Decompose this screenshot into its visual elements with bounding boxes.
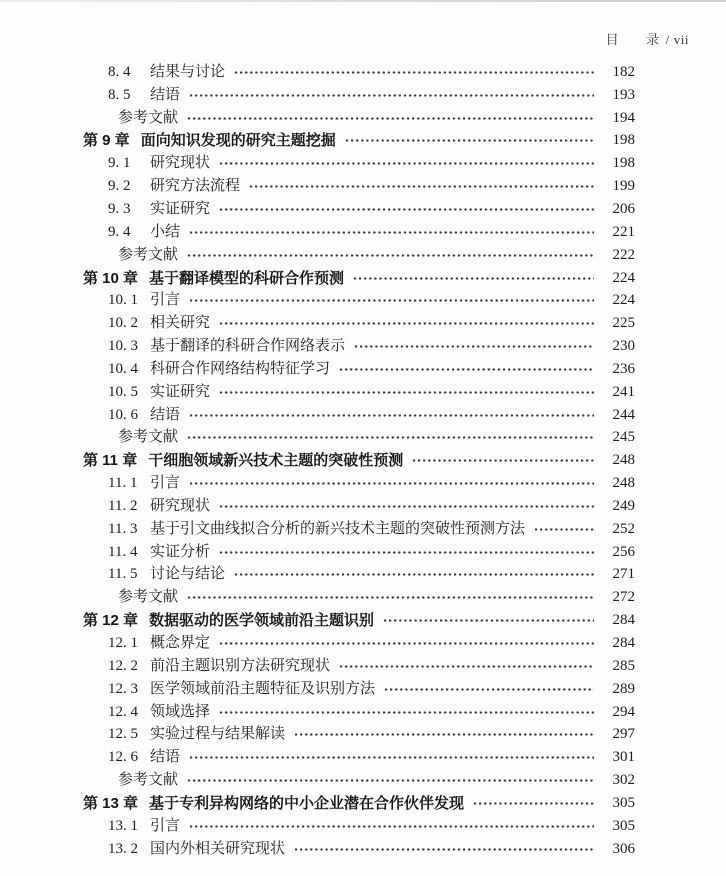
entry-page-number: 222: [612, 246, 635, 263]
dot-leader: [294, 731, 594, 738]
entry-page-number: 284: [612, 635, 635, 652]
toc-reference-row: [0, 586, 726, 609]
entry-number: 11. 4: [108, 543, 138, 560]
chapter-label: 第 10 章: [83, 269, 139, 287]
chapter-label: 第 12 章: [83, 612, 139, 630]
toc-section-row: [0, 541, 726, 564]
entry-page-number: 301: [612, 749, 635, 766]
entry-number: 12. 5: [108, 726, 138, 743]
dot-leader: [187, 115, 594, 122]
entry-title: 数据驱动的医学领域前沿主题识别: [149, 612, 375, 630]
chapter-label: 第 11 章: [83, 452, 138, 470]
entry-page-number: 225: [612, 315, 635, 332]
entry-number: 10. 4: [108, 360, 138, 377]
entry-page-number: 236: [612, 360, 635, 377]
toc-section-row: [0, 312, 726, 335]
entry-number: 9. 1: [108, 155, 131, 172]
dot-leader: [219, 503, 594, 510]
scan-edge-line: [0, 0, 726, 2]
entry-title: 概念界定: [150, 635, 211, 652]
entry-number: 10. 6: [108, 406, 138, 423]
header-title: 目 录: [605, 32, 660, 47]
entry-page-number: 206: [612, 200, 635, 217]
dot-leader: [187, 434, 594, 441]
dot-leader: [219, 640, 594, 647]
dot-leader: [219, 206, 594, 213]
entry-page-number: 199: [612, 178, 635, 195]
entry-number: 12. 2: [108, 657, 138, 674]
entry-page-number: 193: [612, 86, 635, 103]
entry-page-number: 272: [612, 589, 635, 606]
entry-page-number: 284: [612, 612, 635, 629]
header-page-number: vii: [673, 32, 689, 47]
entry-title: 医学领域前沿主题特征及识别方法: [150, 680, 376, 697]
entry-number: 10. 5: [108, 383, 138, 400]
entry-title: 国内外相关研究现状: [150, 840, 286, 857]
entry-page-number: 248: [612, 452, 635, 469]
entry-number: 13. 1: [108, 817, 138, 834]
dot-leader: [339, 366, 594, 373]
chapter-label: 第 13 章: [83, 794, 139, 812]
toc-chapter-row: [0, 609, 726, 632]
toc-section-row: [0, 61, 726, 84]
dot-leader: [219, 160, 594, 167]
entry-number: 13. 2: [108, 840, 138, 857]
entry-page-number: 224: [612, 292, 635, 309]
entry-number: 9. 3: [108, 200, 131, 217]
entry-number: 11. 2: [108, 497, 138, 514]
entry-title: 领域选择: [150, 703, 211, 720]
entry-number: 9. 2: [108, 178, 131, 195]
dot-leader: [189, 480, 594, 487]
page-header: [591, 13, 689, 64]
toc-section-row: [0, 335, 726, 358]
entry-number: 10. 3: [108, 338, 138, 355]
toc-section-row: [0, 472, 726, 495]
entry-title: 实证分析: [150, 543, 211, 560]
entry-page-number: 252: [612, 520, 635, 537]
toc-list: [0, 61, 726, 861]
toc-section-row: [0, 198, 726, 221]
entry-title: 基于翻译模型的科研合作预测: [149, 269, 345, 287]
entry-title: 研究现状: [150, 155, 211, 172]
entry-number: 11. 3: [108, 520, 138, 537]
dot-leader: [534, 526, 594, 533]
entry-title: 参考文献: [118, 429, 179, 446]
entry-number: 12. 3: [108, 680, 138, 697]
entry-number: 8. 4: [108, 63, 131, 80]
entry-page-number: 198: [612, 155, 635, 172]
header-separator: /: [665, 32, 670, 47]
dot-leader: [412, 457, 594, 464]
entry-title: 实验过程与结果解读: [150, 726, 286, 743]
toc-section-row: [0, 632, 726, 655]
entry-page-number: 305: [612, 794, 635, 811]
entry-page-number: 244: [612, 406, 635, 423]
toc-section-row: [0, 723, 726, 746]
dot-leader: [473, 800, 594, 807]
toc-section-row: [0, 838, 726, 861]
entry-title: 引言: [150, 817, 181, 834]
dot-leader: [294, 846, 594, 853]
entry-title: 相关研究: [150, 315, 211, 332]
entry-page-number: 256: [612, 543, 635, 560]
toc-chapter-row: [0, 792, 726, 815]
dot-leader: [187, 594, 594, 601]
toc-chapter-row: [0, 267, 726, 290]
dot-leader: [187, 777, 594, 784]
entry-page-number: 248: [612, 475, 635, 492]
toc-section-row: [0, 221, 726, 244]
entry-page-number: 285: [612, 657, 635, 674]
entry-title: 研究现状: [150, 497, 211, 514]
entry-page-number: 249: [612, 497, 635, 514]
dot-leader: [189, 823, 594, 830]
toc-section-row: [0, 289, 726, 312]
entry-page-number: 230: [612, 338, 635, 355]
dot-leader: [189, 297, 594, 304]
entry-number: 10. 2: [108, 315, 138, 332]
entry-title: 结语: [150, 749, 181, 766]
entry-page-number: 241: [612, 383, 635, 400]
toc-section-row: [0, 655, 726, 678]
dot-leader: [189, 412, 594, 419]
entry-title: 参考文献: [118, 109, 179, 126]
entry-page-number: 221: [612, 223, 635, 240]
entry-page-number: 289: [612, 680, 635, 697]
entry-title: 参考文献: [118, 589, 179, 606]
entry-page-number: 182: [612, 63, 635, 80]
entry-title: 实证研究: [150, 200, 211, 217]
entry-title: 结果与讨论: [150, 63, 226, 80]
entry-title: 引言: [150, 475, 181, 492]
toc-reference-row: [0, 427, 726, 450]
entry-title: 讨论与结论: [150, 566, 226, 583]
dot-leader: [219, 549, 594, 556]
toc-reference-row: [0, 769, 726, 792]
entry-title: 小结: [150, 223, 181, 240]
entry-number: 9. 4: [108, 223, 131, 240]
toc-section-row: [0, 175, 726, 198]
toc-section-row: [0, 84, 726, 107]
dot-leader: [384, 686, 594, 693]
entry-page-number: 224: [612, 269, 635, 286]
dot-leader: [234, 571, 594, 578]
dot-leader: [219, 320, 594, 327]
toc-section-row: [0, 564, 726, 587]
toc-section-row: [0, 518, 726, 541]
toc-section-row: [0, 746, 726, 769]
entry-title: 参考文献: [118, 246, 179, 263]
dot-leader: [189, 92, 594, 99]
entry-number: 11. 5: [108, 566, 138, 583]
dot-leader: [249, 183, 594, 190]
dot-leader: [345, 137, 594, 144]
entry-title: 研究方法流程: [150, 178, 241, 195]
toc-section-row: [0, 152, 726, 175]
toc-section-row: [0, 678, 726, 701]
toc-section-row: [0, 701, 726, 724]
entry-page-number: 194: [612, 109, 635, 126]
entry-number: 11. 1: [108, 475, 138, 492]
entry-page-number: 305: [612, 817, 635, 834]
entry-title: 前沿主题识别方法研究现状: [150, 657, 331, 674]
entry-title: 基于专利异构网络的中小企业潜在合作伙伴发现: [149, 794, 465, 812]
toc-section-row: [0, 815, 726, 838]
entry-title: 基于引文曲线拟合分析的新兴技术主题的突破性预测方法: [150, 520, 526, 537]
entry-page-number: 198: [612, 132, 635, 149]
entry-number: 8. 5: [108, 86, 131, 103]
entry-number: 12. 1: [108, 635, 138, 652]
toc-reference-row: [0, 244, 726, 267]
entry-page-number: 306: [612, 840, 635, 857]
dot-leader: [353, 275, 594, 282]
toc-section-row: [0, 358, 726, 381]
toc-chapter-row: [0, 130, 726, 153]
entry-title: 参考文献: [118, 772, 179, 789]
entry-page-number: 302: [612, 772, 635, 789]
dot-leader: [383, 617, 594, 624]
toc-section-row: [0, 495, 726, 518]
dot-leader: [354, 343, 594, 350]
entry-title: 科研合作网络结构特征学习: [150, 360, 331, 377]
entry-title: 引言: [150, 292, 181, 309]
entry-page-number: 297: [612, 726, 635, 743]
entry-page-number: 271: [612, 566, 635, 583]
dot-leader: [234, 69, 594, 76]
entry-title: 结语: [150, 406, 181, 423]
toc-chapter-row: [0, 449, 726, 472]
toc-section-row: [0, 381, 726, 404]
entry-number: 12. 6: [108, 749, 138, 766]
entry-number: 12. 4: [108, 703, 138, 720]
entry-title: 基于翻译的科研合作网络表示: [150, 338, 346, 355]
entry-title: 实证研究: [150, 383, 211, 400]
toc-reference-row: [0, 107, 726, 130]
dot-leader: [187, 252, 594, 259]
dot-leader: [219, 709, 594, 716]
dot-leader: [339, 663, 594, 670]
entry-page-number: 294: [612, 703, 635, 720]
entry-number: 10. 1: [108, 292, 138, 309]
entry-title: 干细胞领域新兴技术主题的突破性预测: [148, 452, 404, 470]
entry-title: 结语: [150, 86, 181, 103]
chapter-label: 第 9 章: [83, 132, 130, 150]
entry-page-number: 245: [612, 429, 635, 446]
dot-leader: [189, 754, 594, 761]
toc-section-row: [0, 404, 726, 427]
dot-leader: [219, 389, 594, 396]
entry-title: 面向知识发现的研究主题挖掘: [140, 132, 336, 150]
dot-leader: [189, 229, 594, 236]
